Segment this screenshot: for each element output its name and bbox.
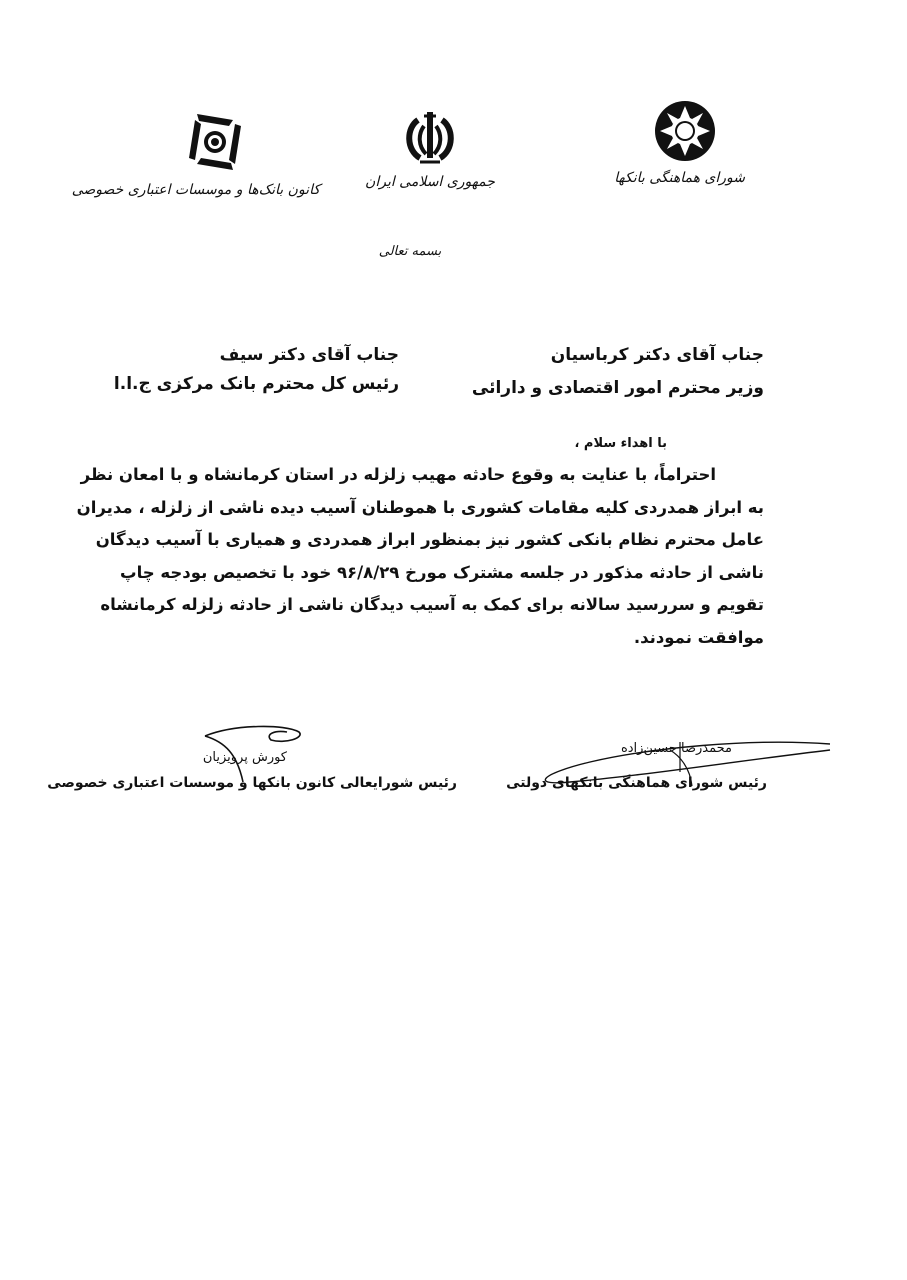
iran-emblem-logo (365, 108, 495, 190)
private-banks-association-caption: کانون بانک‌ها و موسسات اعتباری خصوصی (71, 182, 320, 198)
addressee-cbi-governor-name: جناب آقای دکتر سیف (219, 345, 399, 365)
signatory-right-name: محمدرضا حسین‌زاده (620, 741, 732, 756)
iran-emblem-caption: جمهوری اسلامی ایران (365, 174, 495, 190)
body-line: تقویم و سررسید سالانه برای کمک به آسیب دیدگان ناشی از حادثه زلزله کرمانشاه (100, 595, 764, 614)
iran-emblem-icon (402, 108, 458, 168)
signatory-left-title: رئیس شورایعالی کانون بانکها و موسسات اعتباری خصوصی (47, 775, 457, 791)
signatory-right-title: رئیس شورای هماهنگی بانکهای دولتی (506, 775, 767, 791)
signatory-left-name: کورش پرویزیان (202, 750, 287, 765)
banks-coordination-council-caption: شورای هماهنگی بانکها (614, 170, 745, 186)
body-line: موافقت نمودند. (633, 627, 764, 647)
banks-coordination-council-emblem-icon (654, 100, 716, 162)
addressee-cbi-governor-title: رئیس کل محترم بانک مرکزی ج.ا.ا (113, 374, 399, 394)
letter-body (76, 459, 764, 654)
addressee-minister-title: وزیر محترم امور اقتصادی و دارائی (471, 378, 764, 398)
private-banks-association-emblem-icon (185, 112, 245, 172)
body-line: عامل محترم نظام بانکی کشور نیز بمنظور ابراز همدردی و همیاری با آسیب دیدگان (95, 530, 764, 549)
private-banks-association-logo (71, 112, 320, 198)
body-line: احتراماً، با عنایت به وقوع حادثه مهیب زلزله در استان کرمانشاه و با امعان نظر (80, 465, 716, 484)
invocation: بسمه تعالی (378, 244, 442, 259)
greeting: با اهداء سلام ، (574, 436, 667, 451)
body-line: ناشی از حادثه مذکور در جلسه مشترک مورخ ۹۶/۸/۲۹ خود با تخصیص بودجه چاپ (119, 562, 764, 582)
addressee-minister-name: جناب آقای دکتر کرباسیان (550, 345, 764, 365)
body-line: به ابراز همدردی کلیه مقامات کشوری با هموطنان آسیب دیده ناشی از زلزله ، مدیران (76, 497, 764, 517)
banks-coordination-council-logo (614, 100, 745, 186)
